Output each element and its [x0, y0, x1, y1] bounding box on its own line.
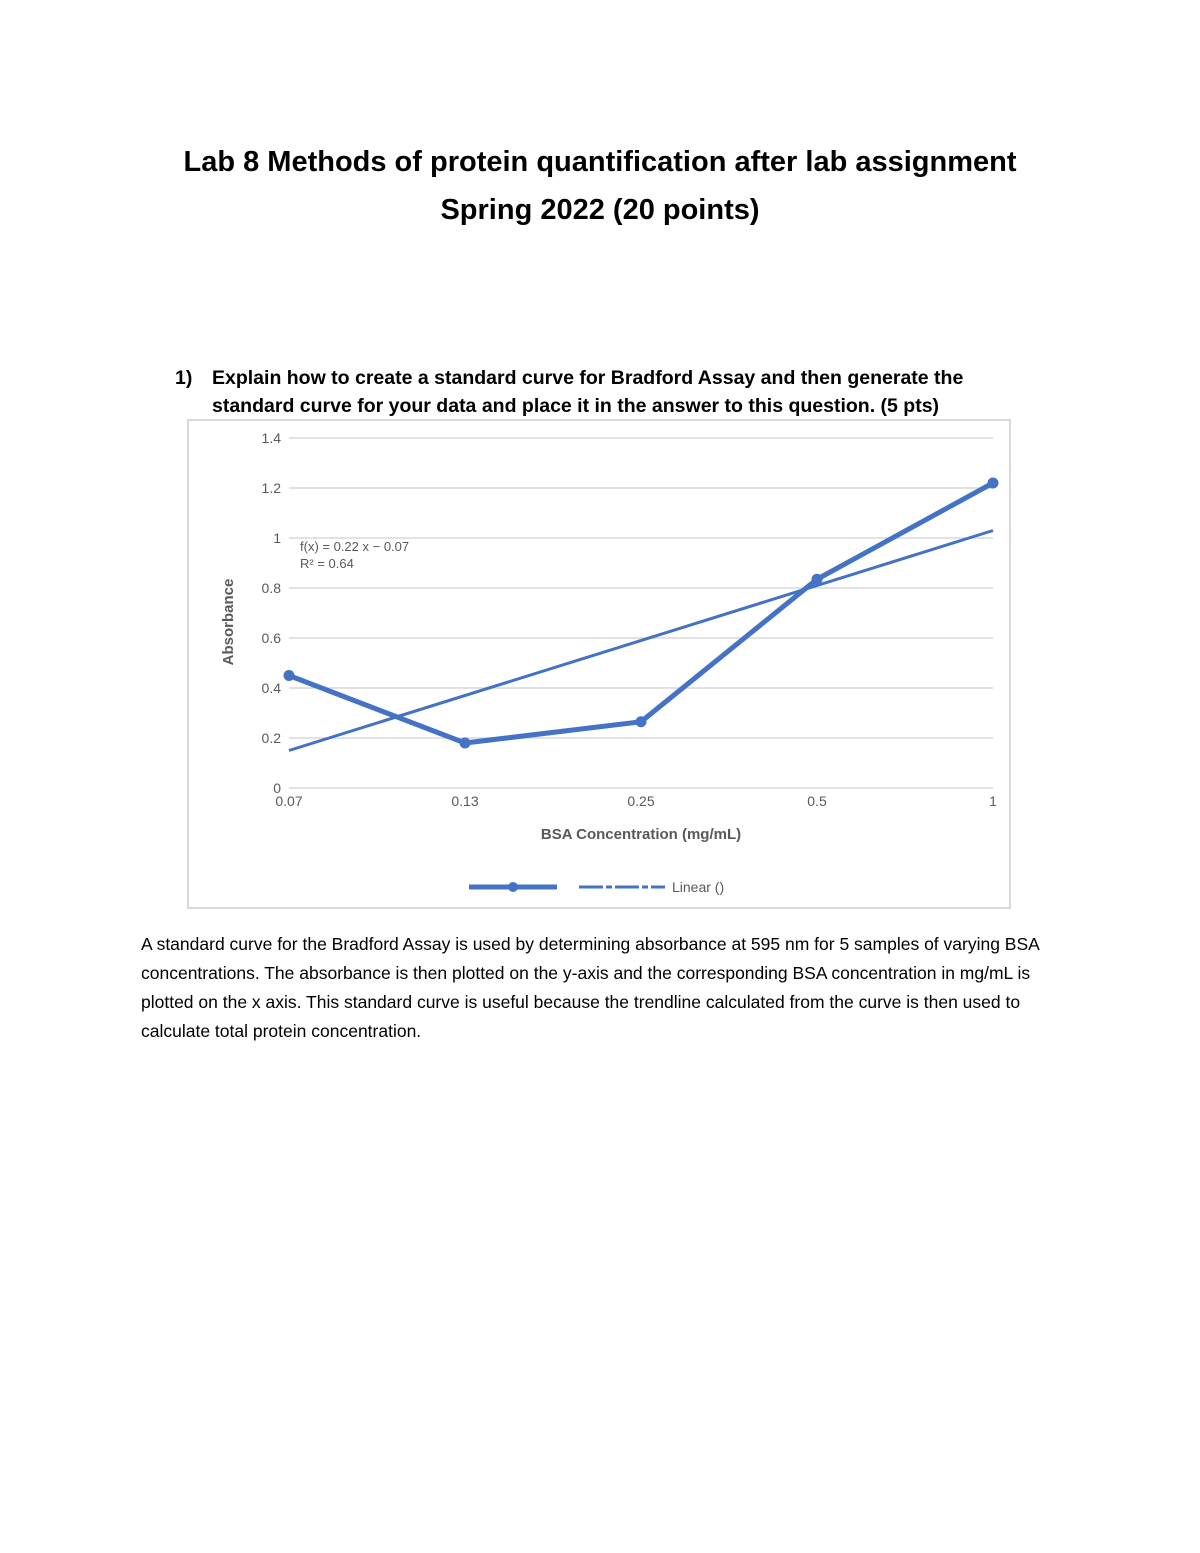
y-tick-label: 1.2	[261, 480, 281, 496]
y-axis-ticks	[262, 430, 282, 796]
x-tick-label: 0.07	[275, 793, 303, 809]
chart-gridlines	[289, 438, 993, 788]
y-tick-label: 0.6	[261, 630, 281, 646]
y-tick-label: 0.4	[261, 680, 281, 696]
series-layer	[284, 478, 999, 749]
data-point	[636, 716, 647, 727]
chart-legend	[469, 879, 724, 895]
series-line	[289, 483, 993, 743]
y-tick-label: 1.4	[261, 430, 281, 446]
question-text: Explain how to create a standard curve for Bradford Assay and then generate the standard curve for your data and place it in the answer to this question. (5 pts)	[212, 367, 964, 417]
trendline-r-squared: R² = 0.64	[300, 556, 354, 571]
x-tick-label: 0.25	[627, 793, 655, 809]
legend-series-swatch	[469, 882, 557, 892]
document-subtitle: Spring 2022 (20 points)	[440, 194, 760, 226]
y-tick-label: 0.8	[261, 580, 281, 596]
x-tick-label: 0.13	[451, 793, 479, 809]
data-point	[988, 478, 999, 489]
data-point	[460, 738, 471, 749]
x-axis-label: BSA Concentration (mg/mL)	[540, 826, 742, 843]
document-title: Lab 8 Methods of protein quantification after lab assignment	[183, 146, 1017, 178]
x-tick-label: 0.5	[807, 793, 827, 809]
trendline-equation: f(x) = 0.22 x − 0.07	[300, 539, 410, 554]
standard-curve-chart	[187, 419, 1011, 909]
x-axis-ticks	[275, 793, 997, 809]
data-point	[812, 574, 823, 585]
y-axis-label: Absorbance	[220, 578, 237, 666]
y-tick-label: 0.2	[261, 730, 281, 746]
y-tick-label: 0	[273, 780, 281, 796]
y-tick-label: 1	[273, 530, 281, 546]
chart-canvas	[189, 421, 1009, 907]
answer-text: A standard curve for the Bradford Assay is used by determining absorbance at 595 nm for 5 samples of varying BSA concentrations. The absorbance is then plotted on the y-axis and the corresponding BSA concentration in mg/mL is plotted on the x axis. This standard curve is useful because the trendline calculated from the curve is then used to calculate total protein concentration.	[141, 934, 1039, 1041]
question-number: 1)	[175, 367, 193, 389]
legend-trendline-label: Linear ()	[672, 879, 725, 895]
data-point	[284, 670, 295, 681]
x-tick-label: 1	[989, 793, 997, 809]
